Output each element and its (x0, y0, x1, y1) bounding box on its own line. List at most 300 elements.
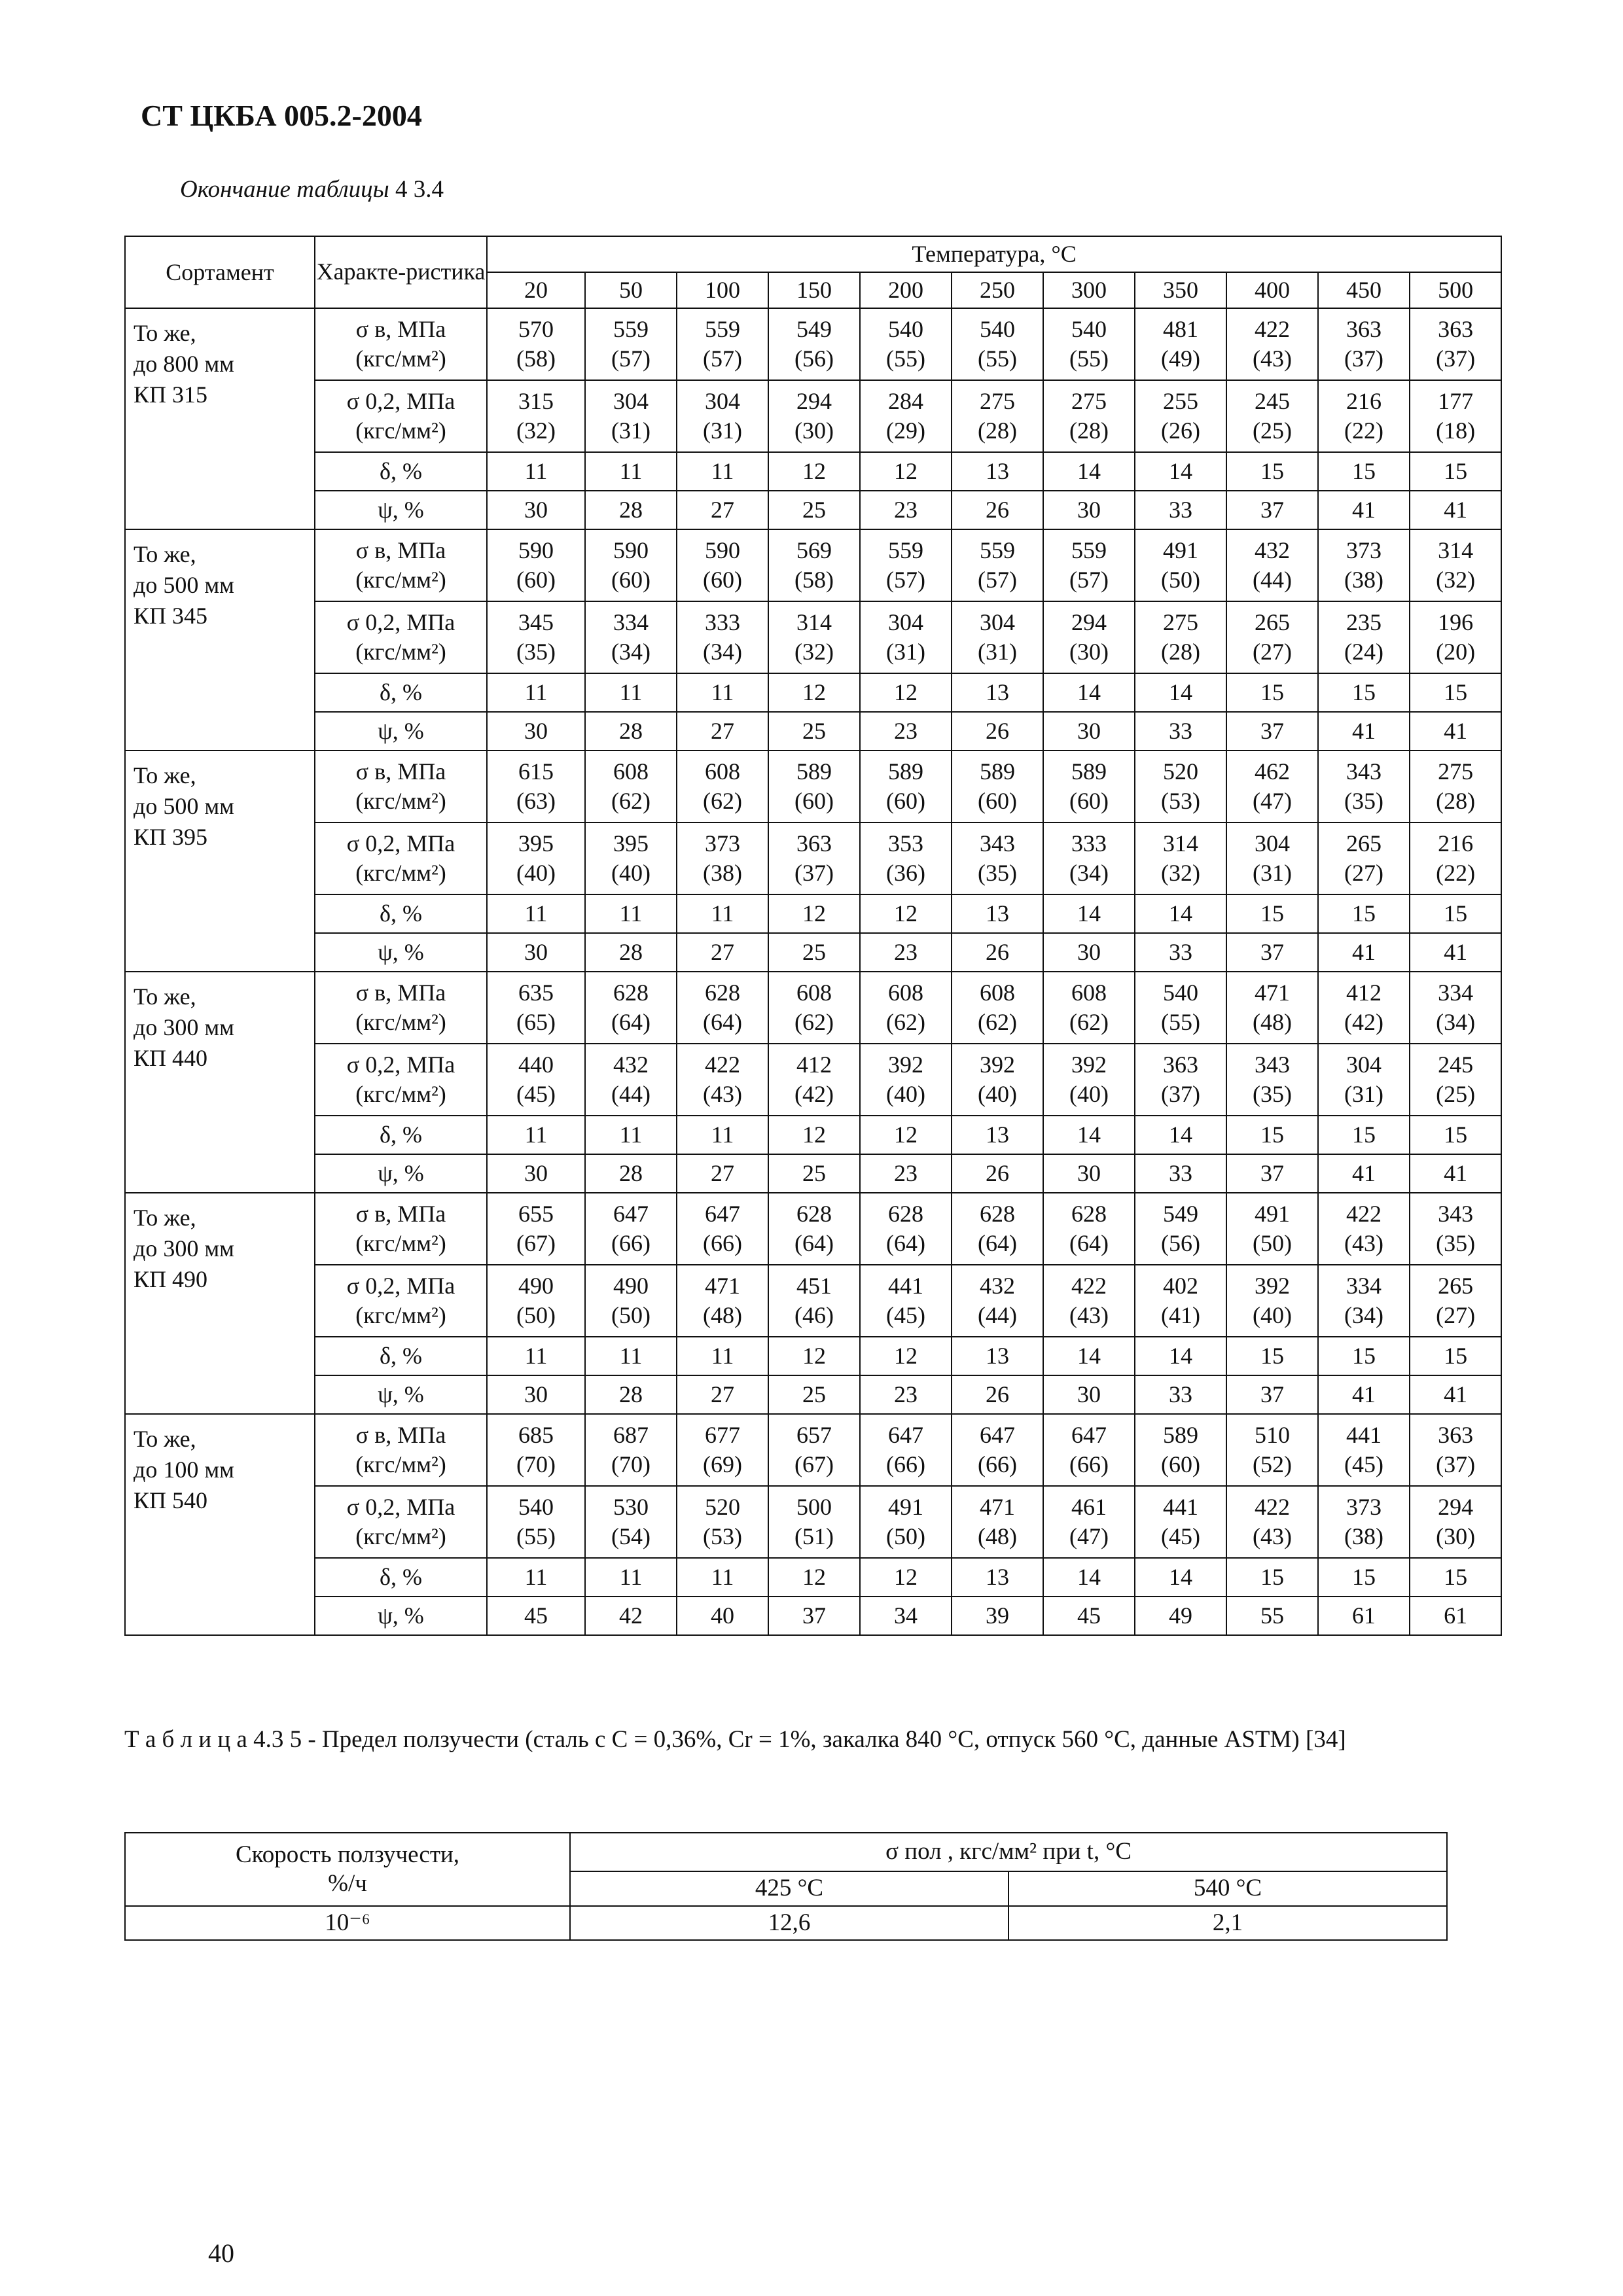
value-cell: 687 (70) (585, 1414, 677, 1486)
header-temp-350: 350 (1135, 272, 1226, 308)
value-cell: 294 (30) (1043, 601, 1135, 673)
value-cell: 27 (677, 1375, 768, 1414)
value-cell: 216 (22) (1410, 822, 1501, 894)
header-temp-450: 450 (1318, 272, 1410, 308)
value-cell: 608 (62) (768, 972, 860, 1044)
value-cell: 27 (677, 933, 768, 972)
value-cell: 37 (1226, 491, 1318, 529)
characteristic-cell: σ 0,2, МПа (кгс/мм²) (315, 1044, 487, 1116)
value-cell: 392 (40) (1226, 1265, 1318, 1337)
value-cell: 333 (34) (677, 601, 768, 673)
value-cell: 245 (25) (1410, 1044, 1501, 1116)
value-cell: 314 (32) (1410, 529, 1501, 601)
value-cell: 15 (1410, 452, 1501, 491)
caption-number: 4 3.4 (395, 176, 444, 203)
value-cell: 491 (50) (1135, 529, 1226, 601)
value-cell: 23 (860, 1375, 952, 1414)
value-cell: 15 (1226, 673, 1318, 712)
value-cell: 34 (860, 1597, 952, 1635)
value-cell: 462 (47) (1226, 751, 1318, 822)
value-cell: 15 (1318, 894, 1410, 933)
value-cell: 12 (860, 673, 952, 712)
value-cell: 11 (487, 1337, 585, 1375)
value-cell: 373 (38) (1318, 1486, 1410, 1558)
characteristic-cell: σ в, МПа (кгс/мм²) (315, 751, 487, 822)
value-cell: 510 (52) (1226, 1414, 1318, 1486)
value-cell: 26 (952, 1154, 1043, 1193)
value-cell: 647 (66) (860, 1414, 952, 1486)
value-cell: 11 (487, 1116, 585, 1154)
value-cell: 41 (1410, 712, 1501, 751)
value-cell: 14 (1135, 1337, 1226, 1375)
value-cell: 12 (768, 673, 860, 712)
characteristic-cell: σ в, МПа (кгс/мм²) (315, 1193, 487, 1265)
value-cell: 15 (1410, 1337, 1501, 1375)
value-cell: 304 (31) (677, 380, 768, 452)
value-cell: 15 (1226, 452, 1318, 491)
assortment-cell: То же, до 100 мм КП 540 (125, 1414, 315, 1635)
value-cell: 275 (28) (952, 380, 1043, 452)
value-cell: 559 (57) (860, 529, 952, 601)
value-cell: 334 (34) (585, 601, 677, 673)
value-cell: 304 (31) (1226, 822, 1318, 894)
value-cell: 628 (64) (952, 1193, 1043, 1265)
value-cell: 275 (28) (1410, 751, 1501, 822)
table2-caption (124, 1722, 1505, 1757)
table-row (125, 1414, 1501, 1486)
value-cell: 304 (31) (1318, 1044, 1410, 1116)
value-cell: 275 (28) (1043, 380, 1135, 452)
value-cell: 491 (50) (860, 1486, 952, 1558)
value-cell: 275 (28) (1135, 601, 1226, 673)
value-cell: 451 (46) (768, 1265, 860, 1337)
value-cell: 28 (585, 1154, 677, 1193)
value-cell: 14 (1043, 452, 1135, 491)
value-cell: 500 (51) (768, 1486, 860, 1558)
value-cell: 520 (53) (677, 1486, 768, 1558)
value-cell: 26 (952, 491, 1043, 529)
value-cell: 363 (37) (768, 822, 860, 894)
value-cell: 343 (35) (1318, 751, 1410, 822)
characteristic-cell: δ, % (315, 452, 487, 491)
value-cell: 608 (62) (1043, 972, 1135, 1044)
value-cell: 37 (1226, 933, 1318, 972)
value-cell: 559 (57) (952, 529, 1043, 601)
value-cell: 13 (952, 673, 1043, 712)
value-cell: 395 (40) (487, 822, 585, 894)
value-cell: 590 (60) (677, 529, 768, 601)
value-cell: 540 (55) (1043, 308, 1135, 380)
value-cell: 608 (62) (952, 972, 1043, 1044)
value-cell: 30 (487, 1375, 585, 1414)
value-cell: 14 (1043, 1116, 1135, 1154)
table-row (125, 380, 1501, 452)
characteristic-cell: ψ, % (315, 491, 487, 529)
value-cell: 422 (43) (1043, 1265, 1135, 1337)
value-cell: 392 (40) (952, 1044, 1043, 1116)
value-cell: 294 (30) (1410, 1486, 1501, 1558)
value-cell: 45 (487, 1597, 585, 1635)
value-cell: 304 (31) (860, 601, 952, 673)
value-cell: 41 (1410, 1154, 1501, 1193)
table-row (125, 601, 1501, 673)
value-cell: 608 (62) (860, 972, 952, 1044)
table-row (125, 822, 1501, 894)
value-cell: 11 (585, 1116, 677, 1154)
characteristic-cell: ψ, % (315, 1597, 487, 1635)
value-cell: 14 (1135, 894, 1226, 933)
header-creep-rate: Скорость ползучести, %/ч (125, 1833, 570, 1906)
value-cell: 11 (677, 894, 768, 933)
header-temp-150: 150 (768, 272, 860, 308)
value-cell: 12 (768, 1116, 860, 1154)
value-cell: 14 (1043, 894, 1135, 933)
value-cell: 589 (60) (1135, 1414, 1226, 1486)
characteristic-cell: σ 0,2, МПа (кгс/мм²) (315, 1265, 487, 1337)
value-cell: 608 (62) (585, 751, 677, 822)
table-row (125, 452, 1501, 491)
value-cell: 345 (35) (487, 601, 585, 673)
value-cell: 589 (60) (1043, 751, 1135, 822)
properties-table (124, 236, 1502, 1636)
characteristic-cell: ψ, % (315, 933, 487, 972)
value-cell: 30 (487, 712, 585, 751)
value-cell: 373 (38) (677, 822, 768, 894)
value-cell: 37 (1226, 1154, 1318, 1193)
value-cell: 26 (952, 712, 1043, 751)
table-row (125, 972, 1501, 1044)
value-cell: 635 (65) (487, 972, 585, 1044)
value-cell: 28 (585, 1375, 677, 1414)
value-cell: 45 (1043, 1597, 1135, 1635)
value-cell: 314 (32) (1135, 822, 1226, 894)
value-cell: 15 (1318, 1558, 1410, 1597)
value-cell: 11 (487, 1558, 585, 1597)
value-cell: 540 (55) (487, 1486, 585, 1558)
value-cell: 540 (55) (952, 308, 1043, 380)
characteristic-cell: ψ, % (315, 712, 487, 751)
value-cell: 39 (952, 1597, 1043, 1635)
table-row (125, 1116, 1501, 1154)
assortment-cell: То же, до 500 мм КП 395 (125, 751, 315, 972)
value-cell: 363 (37) (1410, 1414, 1501, 1486)
characteristic-cell: ψ, % (315, 1375, 487, 1414)
value-cell: 41 (1318, 1154, 1410, 1193)
value-cell: 30 (1043, 1375, 1135, 1414)
value-cell: 37 (768, 1597, 860, 1635)
header-temp-540: 540 °С (1008, 1871, 1447, 1906)
value-cell: 432 (44) (585, 1044, 677, 1116)
value-cell: 590 (60) (585, 529, 677, 601)
value-cell: 412 (42) (1318, 972, 1410, 1044)
characteristic-cell: σ 0,2, МПа (кгс/мм²) (315, 380, 487, 452)
value-cell: 13 (952, 1558, 1043, 1597)
characteristic-cell: σ в, МПа (кгс/мм²) (315, 1414, 487, 1486)
value-cell: 216 (22) (1318, 380, 1410, 452)
value-cell: 15 (1318, 1116, 1410, 1154)
table-row (125, 712, 1501, 751)
value-cell: 255 (26) (1135, 380, 1226, 452)
value-cell: 177 (18) (1410, 380, 1501, 452)
table-row (125, 491, 1501, 529)
value-cell: 33 (1135, 1375, 1226, 1414)
header-creep-limit: σ пол , кгс/мм² при t, °С (570, 1833, 1447, 1871)
value-cell: 12 (768, 1337, 860, 1375)
value-cell: 422 (43) (1318, 1193, 1410, 1265)
value-cell: 304 (31) (585, 380, 677, 452)
table-row (125, 1265, 1501, 1337)
value-cell: 520 (53) (1135, 751, 1226, 822)
value-cell: 30 (487, 933, 585, 972)
value-cell: 628 (64) (768, 1193, 860, 1265)
value-cell: 15 (1226, 1116, 1318, 1154)
characteristic-cell: σ в, МПа (кгс/мм²) (315, 529, 487, 601)
value-cell: 540 (55) (1135, 972, 1226, 1044)
header-characteristic: Характе-ристика (315, 236, 487, 308)
value-cell: 559 (57) (1043, 529, 1135, 601)
value-cell: 14 (1135, 452, 1226, 491)
value-cell: 441 (45) (1318, 1414, 1410, 1486)
value-cell: 13 (952, 1116, 1043, 1154)
value-cell: 55 (1226, 1597, 1318, 1635)
value-cell: 196 (20) (1410, 601, 1501, 673)
value-cell: 11 (487, 673, 585, 712)
value-cell: 14 (1135, 673, 1226, 712)
value-cell: 40 (677, 1597, 768, 1635)
value-cell: 15 (1226, 1337, 1318, 1375)
value-cell: 363 (37) (1318, 308, 1410, 380)
value-cell: 412 (42) (768, 1044, 860, 1116)
table-row (125, 673, 1501, 712)
creep-table (124, 1832, 1448, 1941)
header-temp-200: 200 (860, 272, 952, 308)
value-cell: 11 (677, 673, 768, 712)
value-cell: 11 (487, 894, 585, 933)
value-cell: 471 (48) (1226, 972, 1318, 1044)
value-cell: 33 (1135, 1154, 1226, 1193)
value-cell: 615 (63) (487, 751, 585, 822)
value-cell: 540 (55) (860, 308, 952, 380)
value-cell: 15 (1410, 673, 1501, 712)
value-cell: 12 (860, 1337, 952, 1375)
value-cell: 11 (677, 1558, 768, 1597)
value-cell: 11 (677, 1116, 768, 1154)
table-row (125, 1337, 1501, 1375)
caption-italic: Окончание таблицы (180, 176, 389, 203)
value-cell: 334 (34) (1410, 972, 1501, 1044)
value-cell: 25 (768, 712, 860, 751)
value-cell: 30 (487, 1154, 585, 1193)
table-row (125, 751, 1501, 822)
header-temp-400: 400 (1226, 272, 1318, 308)
table-row (125, 308, 1501, 380)
value-cell: 363 (37) (1410, 308, 1501, 380)
value-cell: 628 (64) (677, 972, 768, 1044)
value-cell: 15 (1410, 1116, 1501, 1154)
value-cell: 471 (48) (677, 1265, 768, 1337)
value-cell: 12 (860, 1116, 952, 1154)
value-cell: 570 (58) (487, 308, 585, 380)
value-cell: 25 (768, 933, 860, 972)
value-cell: 343 (35) (1410, 1193, 1501, 1265)
value-cell: 432 (44) (952, 1265, 1043, 1337)
characteristic-cell: ψ, % (315, 1154, 487, 1193)
value-cell: 265 (27) (1318, 822, 1410, 894)
value-cell: 461 (47) (1043, 1486, 1135, 1558)
value-cell: 11 (585, 452, 677, 491)
header-temp-250: 250 (952, 272, 1043, 308)
value-cell: 11 (677, 1337, 768, 1375)
value-cell: 589 (60) (768, 751, 860, 822)
value-cell: 628 (64) (860, 1193, 952, 1265)
value-cell: 422 (43) (1226, 1486, 1318, 1558)
characteristic-cell: σ 0,2, МПа (кгс/мм²) (315, 822, 487, 894)
value-cell: 14 (1135, 1558, 1226, 1597)
value-cell: 440 (45) (487, 1044, 585, 1116)
value-cell: 25 (768, 1375, 860, 1414)
value-cell: 28 (585, 491, 677, 529)
value-cell: 373 (38) (1318, 529, 1410, 601)
value-cell: 12 (768, 452, 860, 491)
value-cell: 589 (60) (952, 751, 1043, 822)
characteristic-cell: σ в, МПа (кгс/мм²) (315, 308, 487, 380)
value-cell: 26 (952, 933, 1043, 972)
table-row (125, 1375, 1501, 1414)
value-cell: 13 (952, 894, 1043, 933)
value-cell: 37 (1226, 712, 1318, 751)
value-cell: 647 (66) (1043, 1414, 1135, 1486)
value-cell: 15 (1318, 452, 1410, 491)
value-cell: 11 (585, 673, 677, 712)
value-cell: 395 (40) (585, 822, 677, 894)
value-cell: 333 (34) (1043, 822, 1135, 894)
value-cell: 30 (1043, 1154, 1135, 1193)
value-cell: 30 (1043, 491, 1135, 529)
page-number: 40 (208, 2238, 234, 2268)
value-cell: 608 (62) (677, 751, 768, 822)
value-cell: 28 (585, 712, 677, 751)
value-cell: 245 (25) (1226, 380, 1318, 452)
value-cell: 685 (70) (487, 1414, 585, 1486)
value-cell: 284 (29) (860, 380, 952, 452)
value-cell: 27 (677, 1154, 768, 1193)
value-cell: 37 (1226, 1375, 1318, 1414)
value-cell: 25 (768, 1154, 860, 1193)
value-cell: 33 (1135, 712, 1226, 751)
value-cell: 265 (27) (1410, 1265, 1501, 1337)
value-cell: 490 (50) (487, 1265, 585, 1337)
assortment-cell: То же, до 300 мм КП 440 (125, 972, 315, 1193)
value-cell: 33 (1135, 933, 1226, 972)
table2-caption-label: Т а б л и ц а (124, 1726, 247, 1753)
characteristic-cell: σ в, МПа (кгс/мм²) (315, 972, 487, 1044)
table-row (125, 529, 1501, 601)
header-temp-50: 50 (585, 272, 677, 308)
value-cell: 441 (45) (1135, 1486, 1226, 1558)
value-cell: 392 (40) (860, 1044, 952, 1116)
assortment-cell: То же, до 500 мм КП 345 (125, 529, 315, 751)
characteristic-cell: σ 0,2, МПа (кгс/мм²) (315, 601, 487, 673)
table-row (125, 894, 1501, 933)
value-cell: 30 (1043, 712, 1135, 751)
value-cell: 628 (64) (1043, 1193, 1135, 1265)
value-cell: 549 (56) (1135, 1193, 1226, 1265)
value-cell: 41 (1410, 933, 1501, 972)
value-cell: 647 (66) (952, 1414, 1043, 1486)
value-cell: 11 (585, 894, 677, 933)
value-cell: 15 (1318, 673, 1410, 712)
value-cell: 27 (677, 712, 768, 751)
characteristic-cell: δ, % (315, 1558, 487, 1597)
header-temperature: Температура, °С (487, 236, 1501, 272)
value-cell: 42 (585, 1597, 677, 1635)
value-cell: 530 (54) (585, 1486, 677, 1558)
value-cell: 26 (952, 1375, 1043, 1414)
value-cell: 569 (58) (768, 529, 860, 601)
value-cell: 334 (34) (1318, 1265, 1410, 1337)
header-temp-425: 425 °С (570, 1871, 1008, 1906)
value-cell: 343 (35) (1226, 1044, 1318, 1116)
value-cell: 657 (67) (768, 1414, 860, 1486)
value-cell: 15 (1226, 1558, 1318, 1597)
value-cell: 23 (860, 491, 952, 529)
value-cell: 441 (45) (860, 1265, 952, 1337)
value-cell: 33 (1135, 491, 1226, 529)
table-row (125, 933, 1501, 972)
value-cell: 315 (32) (487, 380, 585, 452)
value-cell: 41 (1318, 1375, 1410, 1414)
value-cell: 655 (67) (487, 1193, 585, 1265)
value-cell: 61 (1318, 1597, 1410, 1635)
document-code: СТ ЦКБА 005.2-2004 (141, 99, 422, 132)
value-cell: 14 (1043, 1337, 1135, 1375)
value-cell: 11 (585, 1337, 677, 1375)
value-cell: 589 (60) (860, 751, 952, 822)
creep-value-540: 2,1 (1008, 1906, 1447, 1940)
table-row (125, 1558, 1501, 1597)
value-cell: 41 (1410, 1375, 1501, 1414)
characteristic-cell: δ, % (315, 894, 487, 933)
value-cell: 13 (952, 1337, 1043, 1375)
value-cell: 15 (1226, 894, 1318, 933)
value-cell: 41 (1410, 491, 1501, 529)
table-row (125, 1486, 1501, 1558)
value-cell: 392 (40) (1043, 1044, 1135, 1116)
value-cell: 23 (860, 933, 952, 972)
value-cell: 314 (32) (768, 601, 860, 673)
value-cell: 14 (1043, 673, 1135, 712)
value-cell: 647 (66) (677, 1193, 768, 1265)
value-cell: 15 (1410, 894, 1501, 933)
value-cell: 432 (44) (1226, 529, 1318, 601)
value-cell: 11 (677, 452, 768, 491)
value-cell: 23 (860, 1154, 952, 1193)
value-cell: 490 (50) (585, 1265, 677, 1337)
value-cell: 15 (1410, 1558, 1501, 1597)
value-cell: 422 (43) (677, 1044, 768, 1116)
characteristic-cell: δ, % (315, 1116, 487, 1154)
value-cell: 12 (768, 894, 860, 933)
table-row (125, 1154, 1501, 1193)
header-temp-300: 300 (1043, 272, 1135, 308)
value-cell: 590 (60) (487, 529, 585, 601)
value-cell: 28 (585, 933, 677, 972)
value-cell: 49 (1135, 1597, 1226, 1635)
header-temp-20: 20 (487, 272, 585, 308)
characteristic-cell: δ, % (315, 1337, 487, 1375)
value-cell: 25 (768, 491, 860, 529)
value-cell: 41 (1318, 712, 1410, 751)
